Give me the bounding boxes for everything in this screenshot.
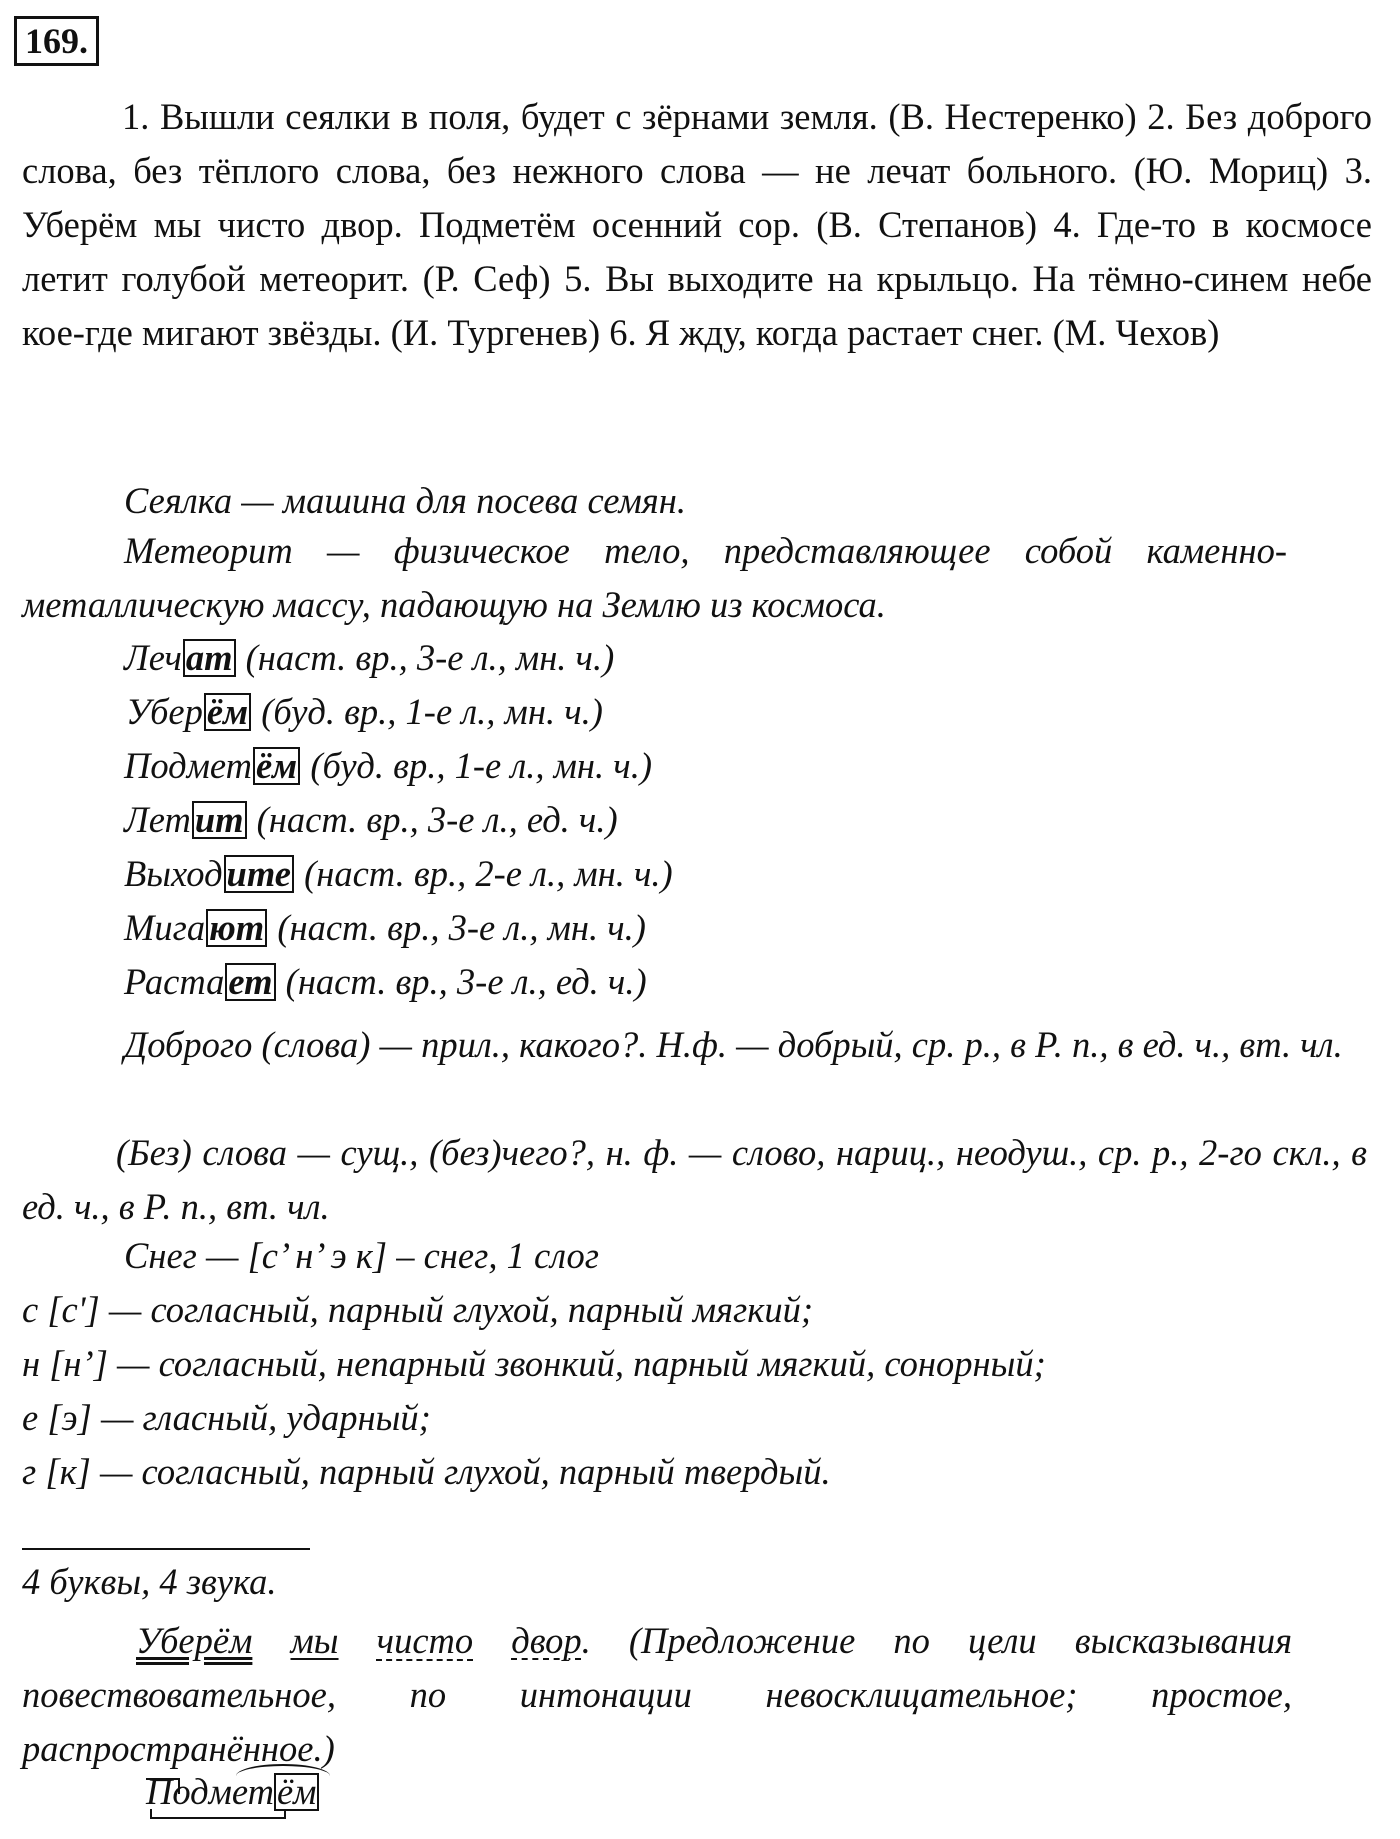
object-word: двор [511, 1620, 582, 1661]
stem-mark [150, 1809, 286, 1819]
root-arc [236, 1764, 330, 1788]
phonetic-summary: 4 буквы, 4 звука. [22, 1561, 277, 1602]
ending-box: ём [274, 1773, 320, 1811]
phonetic-line: с [с'] — согласный, парный глухой, парный мягкий; [22, 1289, 813, 1330]
ending-box: ём [253, 747, 300, 785]
ending-box: ют [206, 909, 267, 947]
morph-word-stem: Подмет [146, 1771, 274, 1812]
adverbial-word: чисто [376, 1620, 474, 1661]
prefix-mark [146, 1778, 180, 1794]
predicate-word: Уберём [136, 1620, 253, 1661]
verb-line: Мига ют (наст. вр., 3-е л., мн. ч.) [124, 907, 646, 948]
verb-line: Подмет ём (буд. вр., 1-е л., мн. ч.) [124, 745, 652, 786]
analysis-slova: (Без) слова — сущ., (без)чего?, н. ф. — слово, нариц., неодуш., ср. р., 2-го скл., в ед. ч., в Р. п., вт. чл. [22, 1132, 1367, 1227]
phonetic-line: е [э] — гласный, ударный; [22, 1397, 431, 1438]
ending-box: ём [204, 693, 251, 731]
morphemic-analysis [146, 1770, 319, 1813]
separator-line [22, 1548, 310, 1550]
verb-line: Лет ит (наст. вр., 3-е л., ед. ч.) [124, 799, 618, 840]
sentence-analysis: Уберём мы чисто двор. (Предложение по цели высказывания повествовательное, по интонации невосклицательное; простое, распространённое.) [22, 1620, 1293, 1769]
ending-box: ит [192, 801, 247, 839]
ending-box: ет [225, 963, 275, 1001]
verb-line: Раста ет (наст. вр., 3-е л., ед. ч.) [124, 961, 647, 1002]
phonetic-title: Снег — [с’ н’ э к] – снег, 1 слог [124, 1235, 599, 1276]
verb-line: Убер ём (буд. вр., 1-е л., мн. ч.) [126, 691, 603, 732]
ending-box: ат [183, 639, 236, 677]
definition-seyalka: Сеялка — машина для посева семян. [124, 480, 686, 521]
verb-line: Леч ат (наст. вр., 3-е л., мн. ч.) [124, 637, 615, 678]
phonetic-line: н [н’] — согласный, непарный звонкий, парный мягкий, сонорный; [22, 1343, 1046, 1384]
subject-word: мы [290, 1620, 339, 1661]
analysis-dobrogo: Доброго (слова) — прил., какого?. Н.ф. — добрый, ср. р., в Р. п., в ед. ч., вт. чл. [124, 1024, 1343, 1065]
verb-line: Выход ите (наст. вр., 2-е л., мн. ч.) [124, 853, 673, 894]
phonetic-line: г [к] — согласный, парный глухой, парный твердый. [22, 1451, 831, 1492]
exercise-number: 169. [14, 16, 99, 66]
ending-box: ите [224, 855, 294, 893]
exercise-text: 1. Вышли сеялки в поля, будет с зёрнами земля. (В. Нестеренко) 2. Без доброго слова, без тёплого слова, без нежного слова — не лечат больного. (Ю. Мориц) 3. Уберём мы чисто двор. Подметём осенний сор. (В. Степанов) 4. Где-то в космосе летит голубой метеорит. (Р. Сеф) 5. Вы выходите на крыльцо. На тёмно-синем небе кое-где мигают звёзды. (И. Тургенев) 6. Я жду, когда растает снег. (М. Чехов) [22, 96, 1372, 353]
definition-meteorit: Метеорит — физическое тело, представляющее собой каменно-металлическую массу, падающую на Землю из космоса. [22, 530, 1287, 625]
